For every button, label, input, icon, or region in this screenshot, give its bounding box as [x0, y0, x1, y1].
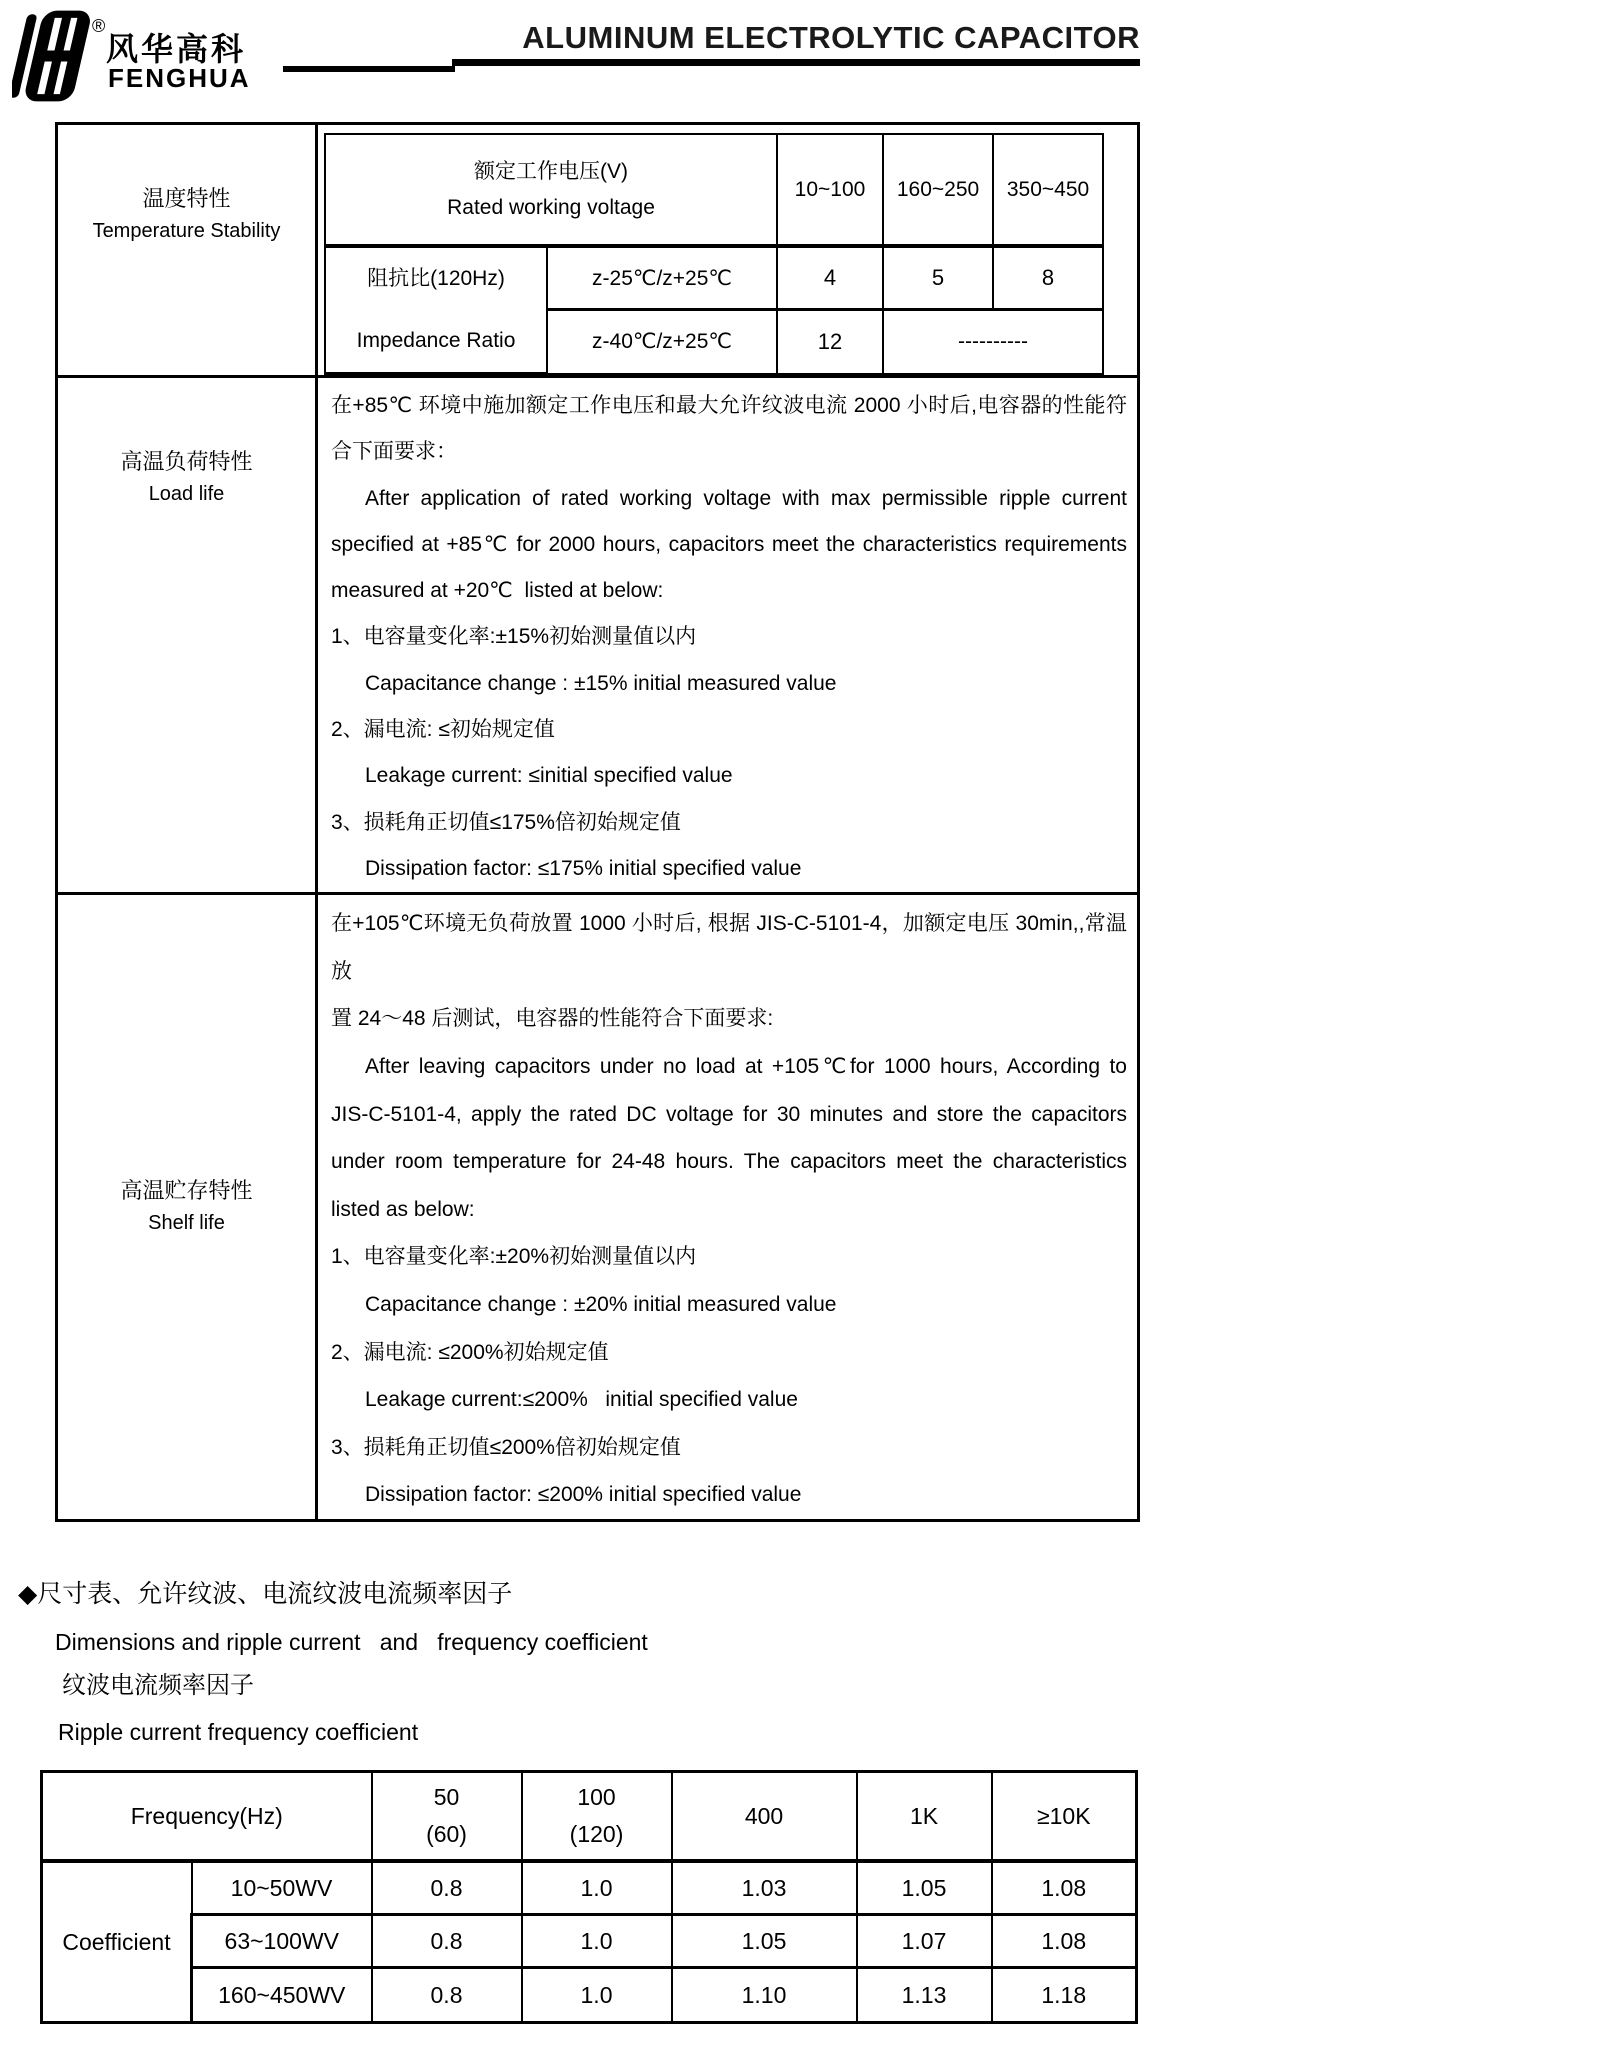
coefficient-value: 1.0: [522, 1915, 672, 1968]
rated-voltage-cn: 额定工作电压(V): [474, 159, 628, 183]
text-line: 3、损耗角正切值≤175%倍初始规定值: [331, 810, 681, 834]
row-label-en: Temperature Stability: [92, 220, 281, 242]
coefficient-value: 1.03: [672, 1861, 857, 1915]
spec-row-shelf-life: [57, 894, 1139, 1521]
voltage-range-cell: 160~450WV: [192, 1968, 372, 2023]
frequency-coefficient-table: [40, 1770, 1138, 2024]
coefficient-value: 1.07: [857, 1915, 992, 1968]
section-heading: [18, 1576, 1138, 1750]
shelf-life-row-label: [57, 894, 317, 1521]
coefficient-value: 0.8: [372, 1861, 522, 1915]
load-life-row-label: [57, 377, 317, 894]
text-line: After leaving capacitors under no load at +105℃for 1000 hours, According to: [365, 1055, 1127, 1079]
row-label-cn: 高温贮存特性: [120, 1178, 253, 1204]
row-label-cn: 温度特性: [142, 186, 231, 211]
text-line: Capacitance change : ±15% initial measured value: [365, 671, 837, 695]
impedance-header-row: [325, 134, 1103, 246]
registered-trademark-symbol: ®: [92, 16, 106, 36]
frequency-label-cell: Frequency(Hz): [42, 1772, 372, 1862]
row-label-en: Load life: [148, 483, 225, 505]
text-line: Dissipation factor: ≤175% initial specified value: [365, 856, 802, 880]
coefficient-value: 1.0: [522, 1861, 672, 1915]
text-line: 1、电容量变化率:±15%初始测量值以内: [331, 625, 697, 649]
header-rule-left: [283, 66, 455, 72]
impedance-value-cell: 5: [883, 246, 993, 310]
freq-col-400: 400: [672, 1772, 857, 1862]
coefficient-value: 1.05: [857, 1861, 992, 1915]
text-line: Dissipation factor: ≤200% initial specified value: [365, 1483, 802, 1507]
text-line: under room temperature for 24-48 hours. The capacitors meet the characteristics: [331, 1150, 1127, 1174]
coefficient-value: 1.08: [992, 1915, 1137, 1968]
freq-col-1k: 1K: [857, 1772, 992, 1862]
section-heading-cn: ◆尺寸表、允许纹波、电流纹波电流频率因子: [18, 1580, 513, 1608]
freq-col-100: 100 (120): [522, 1772, 672, 1862]
spec-table: [55, 122, 1140, 1522]
spec-row-load-life: [57, 377, 1139, 894]
coefficient-value: 0.8: [372, 1915, 522, 1968]
page-title: ALUMINUM ELECTROLYTIC CAPACITOR: [522, 20, 1140, 55]
impedance-ratio-label-cell: [325, 246, 547, 374]
coefficient-group-label: Coefficient: [42, 1861, 192, 2023]
impedance-value-cell: 12: [777, 310, 883, 374]
voltage-col-header: 350~450: [993, 134, 1103, 246]
text-line: 合下面要求：: [331, 440, 457, 464]
text-line: JIS-C-5101-4, apply the rated DC voltage for 30 minutes and store the capacitors: [331, 1102, 1127, 1126]
text-line: 在+85℃ 环境中施加额定工作电压和最大允许纹波电流 2000 小时后,电容器的性能符: [331, 394, 1127, 417]
voltage-range-cell: 10~50WV: [192, 1861, 372, 1915]
coefficient-value: 1.10: [672, 1968, 857, 2023]
coefficient-row-160-450wv: [42, 1968, 1137, 2023]
coefficient-value: 0.8: [372, 1968, 522, 2023]
impedance-ratio-table: [324, 133, 1104, 375]
text-line: 2、漏电流: ≤200%初始规定值: [331, 1340, 609, 1364]
text-line: 3、损耗角正切值≤200%倍初始规定值: [331, 1435, 681, 1459]
text-line: 置 24～48 后测试，电容器的性能符合下面要求:: [331, 1007, 774, 1031]
fenghua-logo-icon: [12, 8, 90, 104]
rated-voltage-en: Rated working voltage: [447, 195, 655, 219]
text-line: listed as below:: [331, 1197, 475, 1221]
row-label-en: Shelf life: [148, 1212, 225, 1235]
condition-cell: z-40℃/z+25℃: [547, 310, 777, 374]
text-line: measured at +20℃ listed at below:: [331, 579, 664, 603]
text-line: Leakage current:≤200% initial specified value: [365, 1388, 798, 1412]
impedance-value-cell: 8: [993, 246, 1103, 310]
impedance-row-minus25: [325, 246, 1103, 310]
rated-voltage-header-cell: [325, 134, 777, 246]
brand-name-chinese: 风华高科: [106, 31, 247, 67]
temperature-row-content: [317, 124, 1139, 377]
load-life-text: [317, 377, 1139, 894]
coefficient-value: 1.05: [672, 1915, 857, 1968]
text-line: specified at +85℃ for 2000 hours, capacitors meet the characteristics requirements: [331, 532, 1127, 556]
voltage-col-header: 160~250: [883, 134, 993, 246]
text-line: Capacitance change : ±20% initial measured value: [365, 1293, 837, 1317]
impedance-ratio-cn: 阻抗比(120Hz): [367, 267, 505, 290]
coefficient-value: 1.18: [992, 1968, 1137, 2023]
freq-col-10k: ≥10K: [992, 1772, 1137, 1862]
row-label-cn: 高温负荷特性: [120, 449, 253, 474]
section-heading-en: Dimensions and ripple current and frequency coefficient: [55, 1629, 648, 1655]
text-line: 在+105℃环境无负荷放置 1000 小时后, 根据 JIS-C-5101-4，加额定电压 30min,,常温放: [331, 912, 1127, 983]
section-subheading-en: Ripple current frequency coefficient: [58, 1719, 419, 1745]
freq-col-50: 50 (60): [372, 1772, 522, 1862]
temperature-row-label: [57, 124, 317, 377]
text-line: After application of rated working voltage with max permissible ripple current: [365, 486, 1127, 510]
coefficient-value: 1.08: [992, 1861, 1137, 1915]
impedance-ratio-en: Impedance Ratio: [356, 329, 516, 352]
coefficient-row-63-100wv: [42, 1915, 1137, 1968]
frequency-header-row: [42, 1772, 1137, 1862]
voltage-range-cell: 63~100WV: [192, 1915, 372, 1968]
header-rule-right: [452, 59, 1140, 66]
section-subheading-cn: 纹波电流频率因子: [62, 1672, 254, 1699]
text-line: Leakage current: ≤initial specified value: [365, 764, 733, 788]
coefficient-value: 1.0: [522, 1968, 672, 2023]
shelf-life-text: [317, 894, 1139, 1521]
impedance-na-cell: ----------: [883, 310, 1103, 374]
impedance-value-cell: 4: [777, 246, 883, 310]
coefficient-row-10-50wv: [42, 1861, 1137, 1915]
voltage-col-header: 10~100: [777, 134, 883, 246]
spec-row-temperature: [57, 124, 1139, 377]
text-line: 2、漏电流: ≤初始规定值: [331, 718, 555, 742]
condition-cell: z-25℃/z+25℃: [547, 246, 777, 310]
text-line: 1、电容量变化率:±20%初始测量值以内: [331, 1245, 697, 1269]
brand-name-english: FENGHUA: [108, 63, 251, 93]
coefficient-value: 1.13: [857, 1968, 992, 2023]
